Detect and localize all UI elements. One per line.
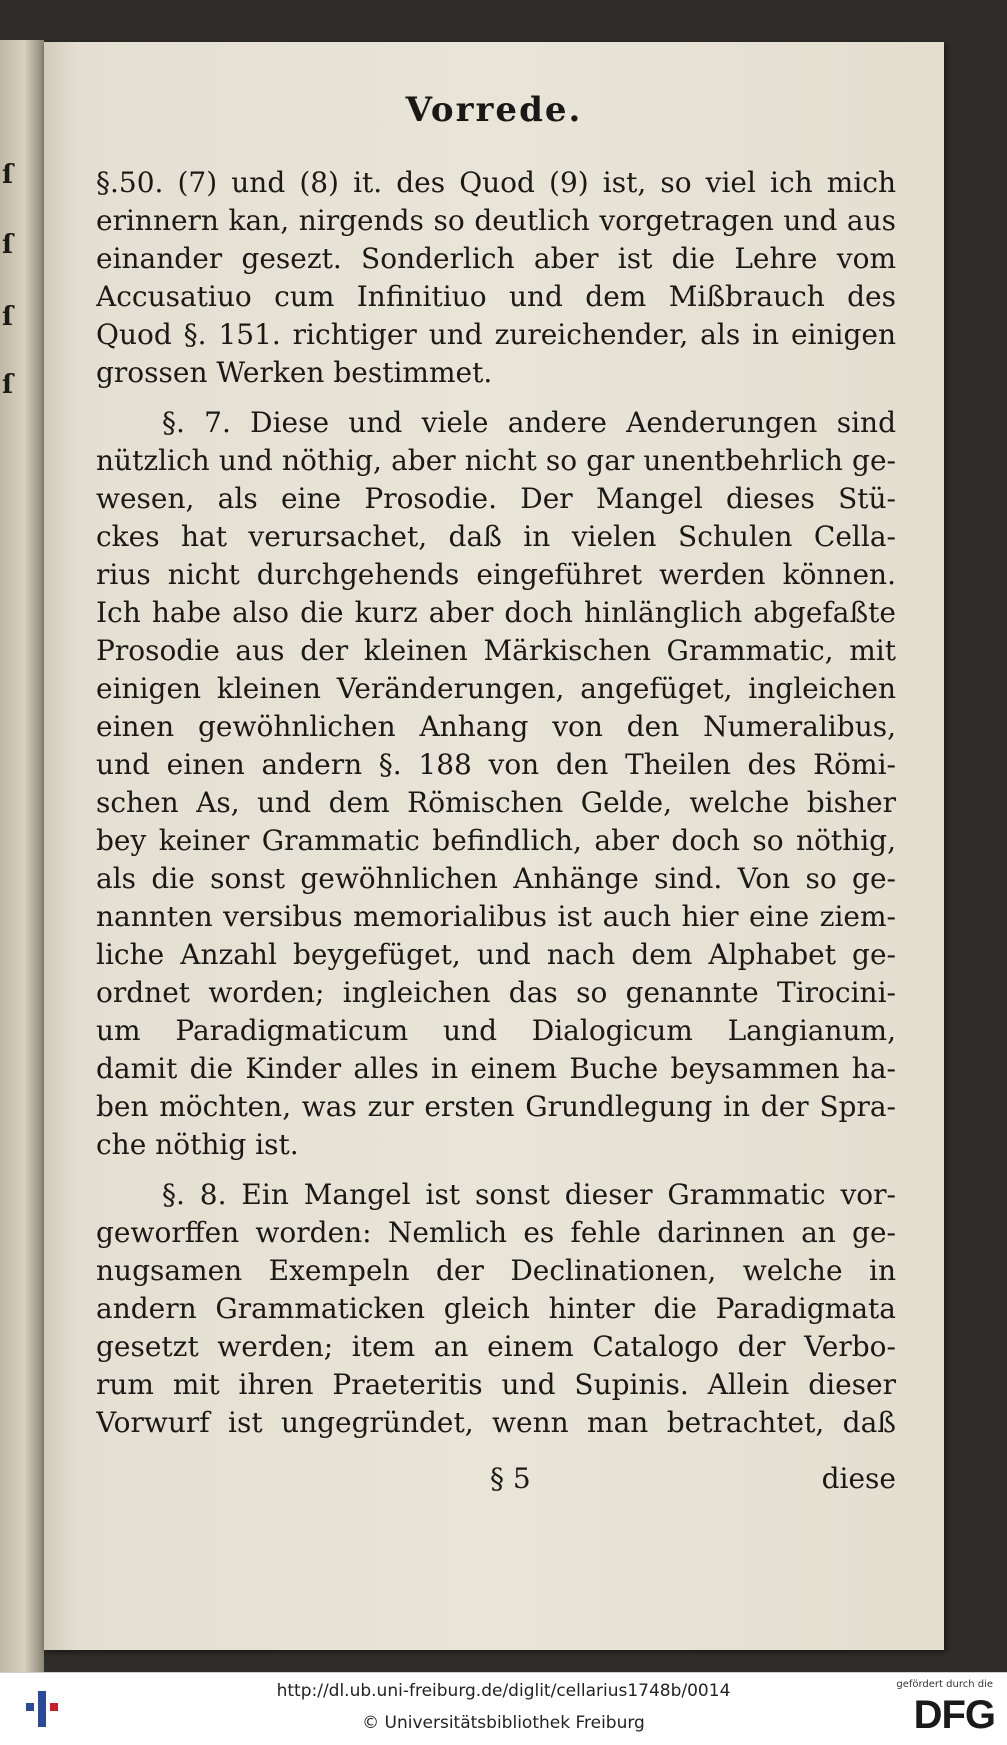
text-line: damit die Kinder alles in einem Buche beysammen ha- <box>96 1052 896 1085</box>
text-line: liche Anzahl beygefüget, und nach dem Alphabet ge- <box>96 938 896 971</box>
body-text <box>96 164 896 1442</box>
text-line: Vorwurf ist ungegründet, wenn man betrachtet, daß <box>96 1406 896 1439</box>
text-line: wesen, als eine Prosodie. Der Mangel dieses Stü- <box>96 482 896 515</box>
text-line: Quod §. 151. richtiger und zureichender, als in einigen <box>96 318 896 351</box>
paragraph-start: §. 7. Diese und viele andere Aenderungen sind <box>162 406 896 439</box>
text-line: erinnern kan, nirgends so deutlich vorgetragen und aus <box>96 204 896 237</box>
adjacent-page-edge: ſ ſ ſ ſ <box>0 40 44 1672</box>
text-line: einigen kleinen Veränderungen, angefüget, ingleichen <box>96 672 896 705</box>
text-line: ckes hat verursachet, daß in vielen Schulen Cella- <box>96 520 896 553</box>
text-line: bey keiner Grammatic befindlich, aber doch so nöthig, <box>96 824 896 857</box>
text-line: nannten versibus memorialibus ist auch hier eine ziem- <box>96 900 896 933</box>
text-line: andern Grammaticken gleich hinter die Paradigmata <box>96 1292 896 1325</box>
viewer-footer <box>0 1672 1007 1745</box>
text-line: ben möchten, was zur ersten Grundlegung in der Spra- <box>96 1090 896 1123</box>
copyright-notice: © Universitätsbibliothek Freiburg <box>362 1713 645 1733</box>
text-line: §.50. (7) und (8) it. des Quod (9) ist, so viel ich mich <box>96 166 896 199</box>
text-line: geworffen worden: Nemlich es fehle darinnen an ge- <box>96 1216 896 1249</box>
text-line: rius nicht durchgehends eingeführet werden können. <box>96 558 896 591</box>
text-line: Prosodie aus der kleinen Märkischen Grammatic, mit <box>96 634 896 667</box>
text-line: und einen andern §. 188 von den Theilen des Römi- <box>96 748 896 781</box>
text-line: nugsamen Exempeln der Declinationen, welche in <box>96 1254 896 1287</box>
paragraph-start: §. 8. Ein Mangel ist sonst dieser Grammatic vor- <box>162 1178 896 1211</box>
dfg-logo: DFG <box>913 1693 995 1737</box>
permalink-url[interactable]: http://dl.ub.uni-freiburg.de/diglit/cellarius1748b/0014 <box>276 1681 731 1701</box>
text-line: schen As, und dem Römischen Gelde, welche bisher <box>96 786 896 819</box>
text-line: che nöthig ist. <box>96 1128 299 1161</box>
running-header: Vorrede. <box>405 90 583 130</box>
funding-note: gefördert durch die <box>896 1679 993 1690</box>
text-line: gesetzt werden; item an einem Catalogo der Verbo- <box>96 1330 896 1363</box>
text-line: grossen Werken bestimmet. <box>96 356 493 389</box>
text-line: ordnet worden; ingleichen das so genannte Tirocini- <box>96 976 896 1009</box>
signature-mark: § 5 <box>490 1462 531 1495</box>
text-line: nützlich und nöthig, aber nicht so gar unentbehrlich ge- <box>96 444 896 477</box>
book-page <box>44 42 944 1650</box>
text-line: um Paradigmaticum und Dialogicum Langianum, <box>96 1014 896 1047</box>
text-line: einen gewöhnlichen Anhang von den Numeralibus, <box>96 710 896 743</box>
text-line: Ich habe also die kurz aber doch hinlänglich abgefaßte <box>96 596 896 629</box>
text-line: einander gesezt. Sonderlich aber ist die Lehre vom <box>96 242 896 275</box>
catchword: diese <box>821 1462 896 1495</box>
text-line: rum mit ihren Praeteritis und Supinis. Allein dieser <box>96 1368 896 1401</box>
text-line: Accusatiuo cum Infinitiuo und dem Mißbrauch des <box>96 280 896 313</box>
text-line: als die sonst gewöhnlichen Anhänge sind. Von so ge- <box>96 862 896 895</box>
